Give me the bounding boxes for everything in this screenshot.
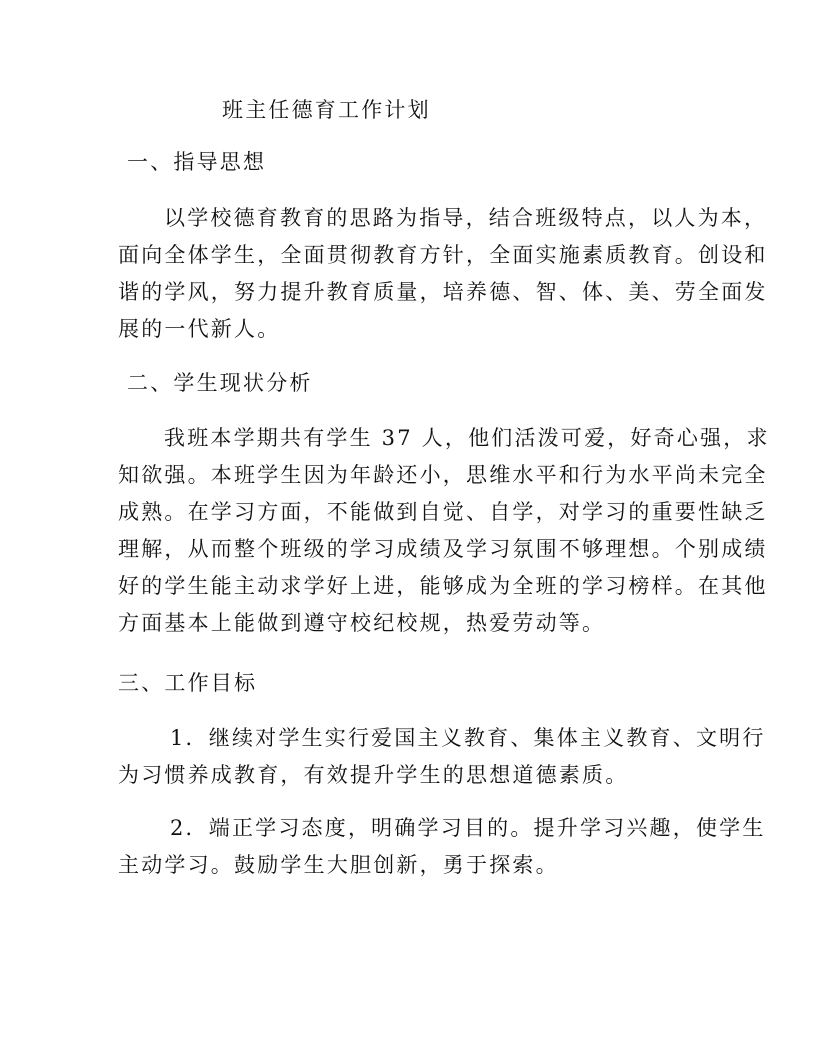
paragraph-line: 理解，从而整个班级的学习成绩及学习氛围不够理想。个别成绩 — [118, 537, 768, 561]
goal-item-line: 主动学习。鼓励学生大胆创新，勇于探索。 — [118, 853, 559, 877]
section-heading-student-analysis: 二、学生现状分析 — [127, 371, 313, 395]
paragraph-line: 以学校德育教育的思路为指导，结合班级特点，以人为本， — [164, 206, 768, 230]
document-title: 班主任德育工作计划 — [222, 98, 431, 122]
paragraph-line: 知欲强。本班学生因为年龄还小，思维水平和行为水平尚未完全 — [118, 463, 768, 487]
paragraph-line: 谐的学风，努力提升教育质量，培养德、智、体、美、劳全面发 — [118, 280, 768, 304]
paragraph-line: 面向全体学生，全面贯彻教育方针，全面实施素质教育。创设和 — [118, 243, 768, 267]
goal-item-line: 2．端正学习态度，明确学习目的。提升学习兴趣，使学生 — [170, 816, 766, 840]
goal-item-line: 1．继续对学生实行爱国主义教育、集体主义教育、文明行 — [170, 726, 766, 750]
paragraph-line: 好的学生能主动求学好上进，能够成为全班的学习榜样。在其他 — [118, 574, 768, 598]
section-heading-work-goals: 三、工作目标 — [118, 671, 258, 695]
paragraph-line: 方面基本上能做到遵守校纪校规，热爱劳动等。 — [118, 611, 606, 635]
paragraph-line: 展的一代新人。 — [118, 317, 281, 341]
section-heading-guiding-thought: 一、指导思想 — [127, 150, 267, 174]
paragraph-line: 成熟。在学习方面，不能做到自觉、自学，对学习的重要性缺乏 — [118, 500, 768, 524]
goal-item-line: 为习惯养成教育，有效提升学生的思想道德素质。 — [118, 763, 629, 787]
paragraph-line: 我班本学期共有学生 37 人，他们活泼可爱，好奇心强，求 — [164, 426, 770, 450]
